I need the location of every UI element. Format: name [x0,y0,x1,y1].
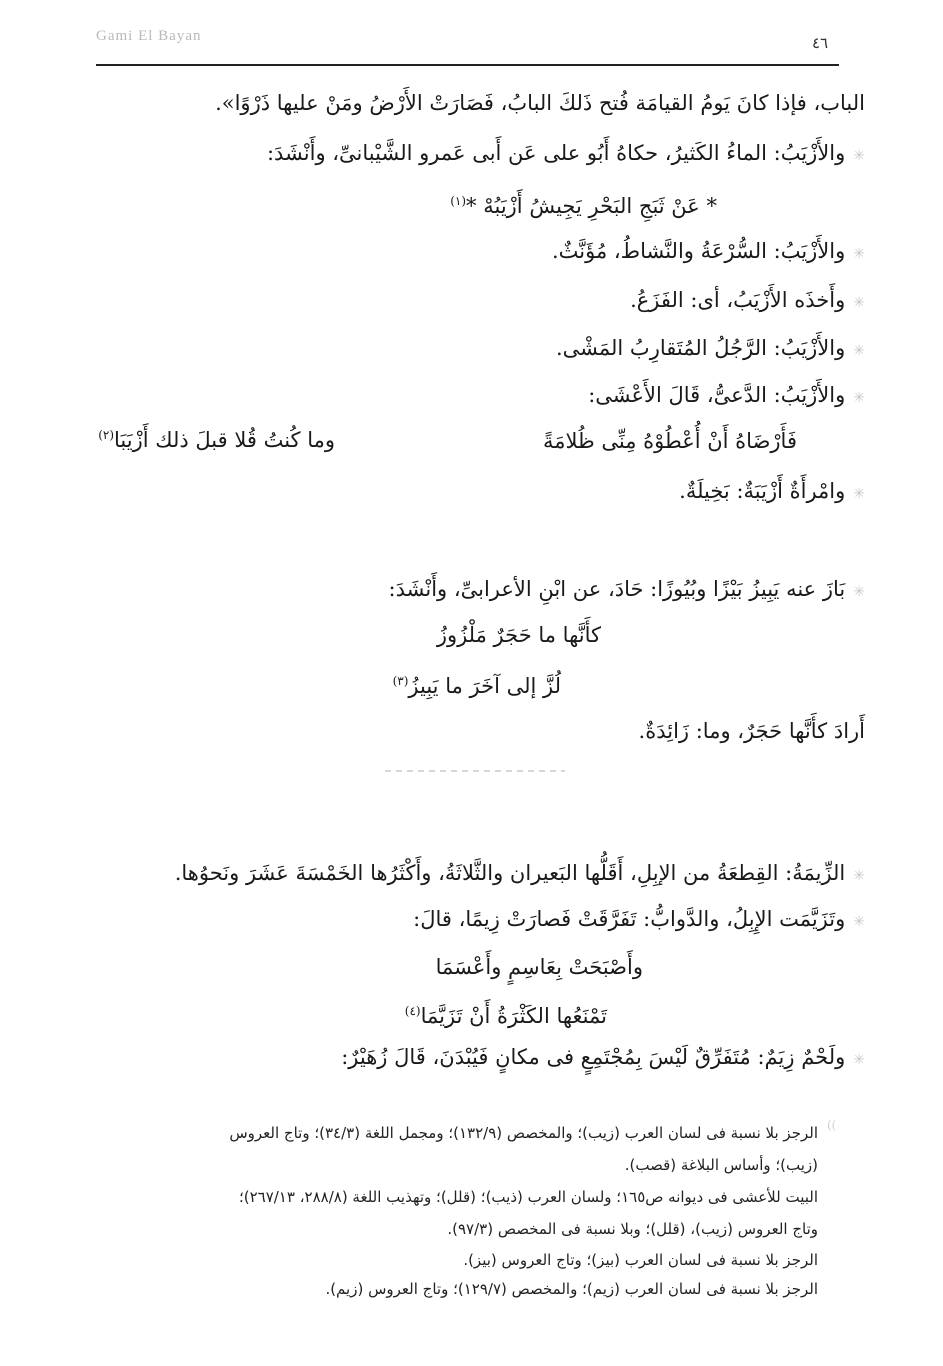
entry-line [556,333,865,366]
bullet-icon: ✳ [853,390,865,406]
text-line: أَرادَ كأَنَّها حَجَرٌ، وما: زَائِدَةٌ. [638,719,865,743]
entry-line [679,476,865,509]
verse-line: كأَنَّها ما حَجَرٌ مَلْزُوزُ [436,623,601,647]
entry-text: ولَحْمٌ زِيَمٌ: مُتَفَرِّقٌ لَيْسَ بِمُجْتَمِعٍ فى مكانٍ فَيُبْدَنَ، قَالَ زُهَيْرٌ: [341,1045,846,1069]
verse-text: تَمْنَعُها الكَثْرَةُ أَنْ تَزَيَّمَا [420,1004,607,1028]
entry-text: الزِّيمَةُ: القِطعَةُ من الإبِلِ، أَقَلُّها البَعيران والثَّلاثَةُ، وأَكْثَرُها الخَمْسَةَ عَشَرَ ونَحوُها. [174,861,846,885]
bullet-icon: ✳ [853,295,865,311]
entry-line [630,285,865,318]
bullet-icon: ✳ [853,914,865,930]
footnote-1: الرجز بلا نسبة فى لسان العرب (زيب)؛ والمخصص (١٣٢/٩)؛ ومجمل اللغة (٣٤/٣)؛ وتاج العروس [229,1124,818,1142]
bullet-icon: ✳ [853,343,865,359]
footnote-2: البيت للأعشى فى ديوانه ص١٦٥؛ ولسان العرب (ذيب)؛ (قلل)؛ وتهذيب اللغة (٢٨٨/٨، ٢٦٧/١٣)؛ [238,1188,818,1206]
bullet-icon: ✳ [853,486,865,502]
section-separator [385,770,565,772]
bullet-icon: ✳ [853,246,865,262]
verse-hemistich-first: فَأَرْضَاهُ أَنْ أُعْطُوْهُ مِنِّى ظُلامَةً [542,429,797,453]
bullet-icon: ✳ [853,1052,865,1068]
verse-line [450,186,717,221]
verse-text: لُزَّ إلى آخَرَ ما يَبِيزُ [408,674,561,698]
entry-text: وأَخذَه الأَزْيَبُ، أى: الفَزَعُ. [630,288,846,312]
footnote-ref: (٢) [98,428,115,442]
text-line: الباب، فإذا كانَ يَومُ القيامَة فُتح ذَلكَ البابُ، فَصَارَتْ الأَرْضُ ومَنْ عليها ذَرْوًا». [215,91,865,115]
entry-line [552,236,865,269]
entry-line [389,574,865,607]
footnote-4: الرجز بلا نسبة فى لسان العرب (زيم)؛ والمخصص (١٢٩/٧)؛ وتاج العروس (زيم). [325,1280,818,1298]
footnote-ref: (١) [450,194,467,208]
entry-line [341,1042,865,1075]
entry-line [267,138,865,171]
verse-text: وما كُنتُ قُلا قبلَ ذلك أَزْيَبَا [114,428,335,452]
footnote-ref: (٤) [404,1004,421,1018]
entry-line [175,858,865,891]
entry-text: وتَزَيَّمَت الإِبِلُ، والدَّوابُّ: تَفَرَّقَتْ فَصارَتْ زِيمًا، قالَ: [413,907,846,931]
verse-line [393,666,561,701]
verse-line [405,996,607,1031]
bullet-icon: ✳ [853,148,865,164]
footnote-3: الرجز بلا نسبة فى لسان العرب (بيز)؛ وتاج العروس (بيز). [463,1251,818,1269]
footnote-1-cont: (زيب)؛ وأساس البلاغة (قصب). [624,1156,818,1174]
page-number: ٤٦ [812,34,829,52]
entry-text: والأَزْيَبُ: السُّرْعَةُ والنَّشاطُ، مُؤَنَّثٌ. [551,239,846,263]
entry-text: والأَزْيَبُ: الرَّجُلُ المُتَقارِبُ المَشْى. [555,336,846,360]
verse-line: وأَصْبَحَتْ بِعَاسِمٍ وأَعْسَمَا [435,955,643,979]
running-header: Gami El Bayan [96,28,202,44]
entry-text: وامْرأَةٌ أَزْيَبَةٌ: بَخِيلَةٌ. [679,479,846,503]
footnote-marker: (( [827,1118,837,1132]
entry-text: بَازَ عنه يَبِيزُ بَيْزًا وبُيُوزًا: حَادَ، عن ابْنِ الأعرابىِّ، وأَنْشَدَ: [388,577,846,601]
entry-text: والأَزْيَبُ: الدَّعىُّ، قَالَ الأَعْشَى: [588,383,846,407]
bullet-icon: ✳ [853,868,865,884]
footnote-2-cont: وتاج العروس (زيب)، (قلل)؛ وبلا نسبة فى المخصص (٩٧/٣). [447,1220,818,1238]
verse-text: * عَنْ ثَبَجِ البَحْرِ يَجِيشُ أَزْيَبُهْ * [466,194,717,218]
header-rule [96,64,839,66]
verse-hemistich-second [98,420,335,455]
entry-text: والأَزْيَبُ: الماءُ الكَثيرُ، حكاهُ أَبُو على عَن أَبى عَمرو الشَّيْبانىِّ، وأَنْشَدَ: [266,141,846,165]
footnote-ref: (٣) [392,674,409,688]
bullet-icon: ✳ [853,584,865,600]
entry-line [588,380,865,413]
entry-line [413,904,865,937]
